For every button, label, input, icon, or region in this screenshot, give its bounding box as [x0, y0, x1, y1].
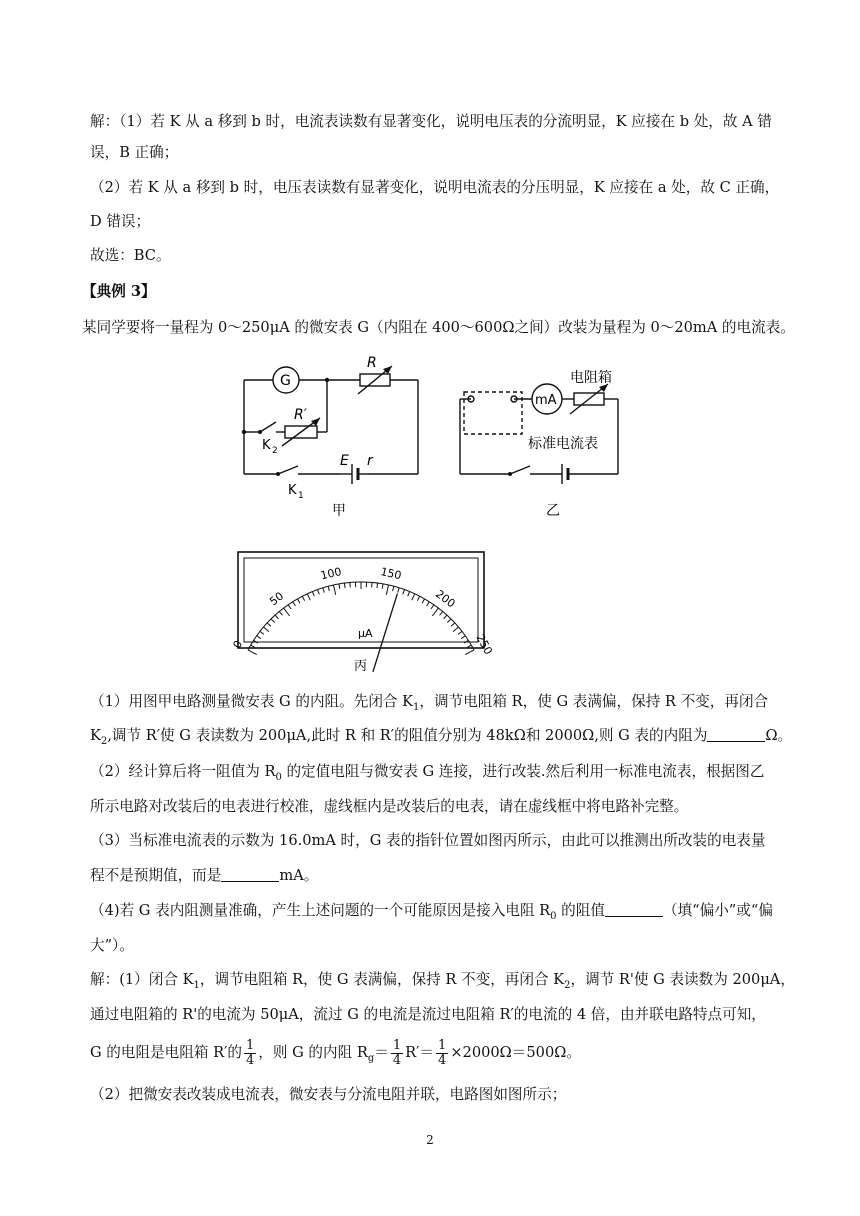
- scale-tick: [293, 602, 296, 606]
- scale-tick: [284, 608, 290, 616]
- answer-blank-3[interactable]: [221, 867, 279, 882]
- scale-tick: [465, 650, 474, 655]
- scale-tick: [432, 608, 438, 616]
- scale-tick: [377, 583, 378, 588]
- solution1-line5: 故选：BC。: [90, 247, 171, 264]
- scale-tick: [447, 619, 451, 623]
- scale-tick: [382, 584, 383, 589]
- question-1-line2: $K_2$,调节 R′使 G 表读数为 200μA,此时 R 和 R′的阻值分别为 48kΩ和 2000Ω,则 G 表的内阻为 Ω。: [90, 727, 793, 747]
- scale-tick: [257, 636, 261, 639]
- meter-needle: [373, 594, 397, 672]
- meter-unit: μA: [358, 627, 373, 640]
- scale-tick: [260, 631, 264, 634]
- circuit-yi: [450, 352, 630, 522]
- question-3-line2: 程不是预期值，而是 mA。: [90, 867, 319, 884]
- question-3-line1: （3）当标准电流表的示数为 16.0mA 时，G 表的指针位置如图丙所示，由此可以推测出所改装的电表量: [90, 832, 766, 849]
- scale-tick: [312, 592, 314, 597]
- scale-tick: [386, 585, 388, 595]
- scale-label: 0: [230, 638, 246, 651]
- scale-tick: [453, 627, 458, 632]
- fraction-quarter-3: $\frac{1}{4}$: [438, 1037, 447, 1068]
- answer-blank-1[interactable]: [707, 727, 765, 742]
- solution2-line2: 通过电阻箱的 R'的电流为 50μA，流过 G 的电流是流过电阻箱 R′的电流的 4 倍，由并联电路特点可知，: [90, 1006, 766, 1023]
- figure-jia-caption: 甲: [332, 503, 346, 519]
- scale-tick: [412, 594, 415, 600]
- switch-k2-label: K: [262, 438, 271, 453]
- scale-tick: [288, 605, 291, 609]
- scale-tick: [403, 590, 405, 595]
- standard-ammeter-label: 标准电流表: [528, 436, 598, 452]
- scale-label: 100: [319, 565, 343, 583]
- switch-k2-sub: 2: [272, 446, 278, 456]
- question-2-line2: 所示电路对改装后的电表进行校准，虚线框内是改装后的电表，请在虚线框中将电路补完整。: [90, 798, 689, 815]
- solution1-line2: 误，B 正确；: [90, 144, 179, 161]
- scale-tick: [408, 592, 410, 597]
- answer-blank-4[interactable]: [605, 902, 663, 917]
- figure-yi-caption: 乙: [546, 503, 560, 519]
- scale-tick: [248, 650, 257, 655]
- emf-label: E: [340, 453, 349, 469]
- scale-tick: [307, 594, 310, 600]
- example-title: 【典例 3】: [82, 283, 156, 300]
- scale-label: 150: [379, 565, 403, 583]
- fraction-quarter-1: $\frac{1}{4}$: [246, 1037, 255, 1068]
- scale-tick: [444, 615, 447, 619]
- solution2-line1: 解：(1）闭合 $K_1$，调节电阻箱 R，使 G 表满偏，保持 R 不变，再闭合 $K_2$，调节 R'使 G 表读数为 200μA，: [90, 971, 795, 991]
- solution1-line4: D 错误；: [90, 213, 151, 230]
- solution1-line3: （2）若 K 从 a 移到 b 时，电压表读数有显著变化，说明电流表的分压明显，K 应接在 a 处，故 C 正确，: [90, 179, 780, 196]
- solution2-line3: G 的电阻是电阻箱 R′的 $\frac{1}{4}$ ，则 G 的内阻 $R_g=$ $\frac{1}{4}$ R′＝ $\frac{1}{4}$ ×2000Ω＝500Ω。: [90, 1037, 581, 1068]
- scale-label: 50: [267, 589, 287, 609]
- scale-tick: [451, 623, 455, 626]
- switch-k1-sub: 1: [298, 491, 304, 501]
- switch-k1-label: K: [288, 483, 297, 498]
- milliammeter-label: mA: [535, 393, 557, 408]
- scale-tick: [393, 586, 394, 591]
- scale-tick: [398, 588, 399, 593]
- resistance-box-label: 电阻箱: [570, 370, 612, 386]
- scale-tick: [461, 636, 465, 639]
- solution1-line1: 解：（1）若 K 从 a 移到 b 时，电流表读数有显著变化，说明电压表的分流明显，K 应接在 b 处，故 A 错: [90, 113, 772, 130]
- scale-tick: [302, 596, 304, 600]
- scale-tick: [267, 623, 271, 626]
- question-4-line1: （4)若 G 表内阻测量准确，产生上述问题的一个可能原因是接入电阻 $R_0$ 的阻值 （填“偏小”或“偏: [90, 902, 773, 922]
- page-number: 2: [426, 1133, 434, 1147]
- scale-tick: [458, 631, 462, 634]
- scale-tick: [339, 584, 340, 589]
- scale-tick: [328, 586, 329, 591]
- scale-tick: [297, 599, 299, 603]
- resistor-rprime-label: R′: [294, 407, 307, 423]
- scale-tick: [440, 611, 443, 615]
- scale-tick: [279, 611, 282, 615]
- scale-label: 200: [433, 587, 458, 611]
- galvanometer-label: G: [280, 373, 291, 389]
- figure-bing-caption: 丙: [354, 659, 368, 674]
- scale-tick: [427, 602, 430, 606]
- internal-r-label: r: [367, 453, 373, 469]
- solution2-line4: （2）把微安表改装成电流表，微安表与分流电阻并联，电路图如图所示；: [90, 1086, 567, 1103]
- resistor-r-label: R: [367, 355, 377, 371]
- scale-tick: [264, 627, 269, 632]
- question-1-line1: （1）用图甲电路测量微安表 G 的内阻。先闭合 $K_1$，调节电阻箱 R，使 G 表满偏，保持 R 不变，再闭合: [90, 693, 769, 713]
- scale-tick: [431, 605, 434, 609]
- fraction-quarter-2: $\frac{1}{4}$: [392, 1037, 402, 1068]
- scale-tick: [344, 583, 345, 588]
- scale-tick: [417, 596, 419, 600]
- question-4-line2: 大”）。: [90, 937, 134, 954]
- scale-label: 250: [473, 632, 495, 657]
- problem-statement: 某同学要将一量程为 0～250μA 的微安表 G（内阻在 400～600Ω之间）改装为量程为 0～20mA 的电流表。: [82, 319, 795, 336]
- question-2-line1: （2）经计算后将一阻值为 $R_0$ 的定值电阻与微安表 G 连接，进行改装.然后利用一标准电流表，根据图乙: [90, 763, 765, 783]
- scale-tick: [275, 615, 278, 619]
- circuit-jia: [230, 352, 430, 522]
- scale-tick: [318, 590, 320, 595]
- microammeter-dial: [230, 550, 495, 678]
- scale-tick: [323, 588, 324, 593]
- scale-tick: [271, 619, 275, 623]
- scale-tick: [334, 585, 336, 595]
- scale-tick: [422, 599, 424, 603]
